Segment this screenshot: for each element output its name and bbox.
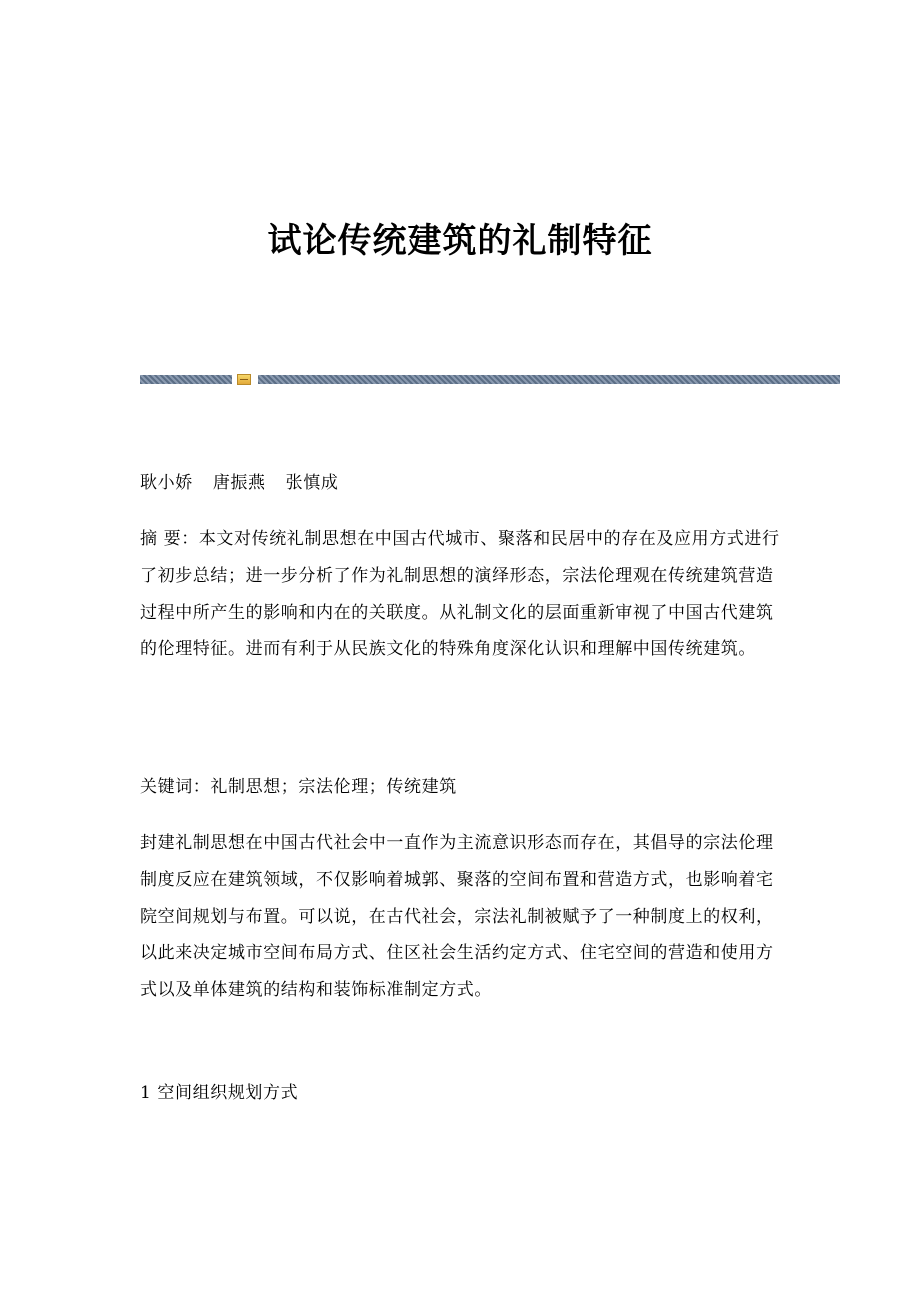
abstract: [140, 521, 780, 668]
abstract-text: 本文对传统礼制思想在中国古代城市、聚落和民居中的存在及应用方式进行了初步总结；进一步分析了作为礼制思想的演绎形态，宗法伦理观在传统建筑营造过程中所产生的影响和内在的关联度。从礼制文化的层面重新审视了中国古代建筑的伦理特征。进而有利于从民族文化的特殊角度深化认识和理解中国传统建筑。: [140, 529, 780, 660]
divider-emblem-icon: [237, 374, 251, 385]
body-paragraph: 封建礼制思想在中国古代社会中一直作为主流意识形态而存在，其倡导的宗法伦理制度反应在建筑领域，不仅影响着城郭、聚落的空间布置和营造方式，也影响着宅院空间规划与布置。可以说，在古代社会，宗法礼制被赋予了一种制度上的权利，以此来决定城市空间布局方式、住区社会生活约定方式、住宅空间的营造和使用方式以及单体建筑的结构和装饰标准制定方式。: [140, 833, 774, 1001]
keywords: [140, 769, 780, 806]
decorative-divider: [140, 375, 840, 384]
divider-right-segment: [258, 375, 840, 384]
paper-title: 试论传统建筑的礼制特征: [267, 221, 653, 261]
keywords-text: 礼制思想；宗法伦理；传统建筑: [210, 777, 457, 797]
divider-left-segment: [140, 375, 232, 384]
author-name: 张慎成: [285, 473, 339, 493]
section-heading: 1 空间组织规划方式: [140, 1083, 299, 1103]
abstract-label: 摘 要：: [140, 529, 199, 549]
author-list: [140, 465, 780, 502]
author-name: 耿小娇: [140, 473, 193, 493]
keywords-label: 关键词：: [140, 777, 211, 797]
author-name: 唐振燕: [212, 473, 266, 493]
